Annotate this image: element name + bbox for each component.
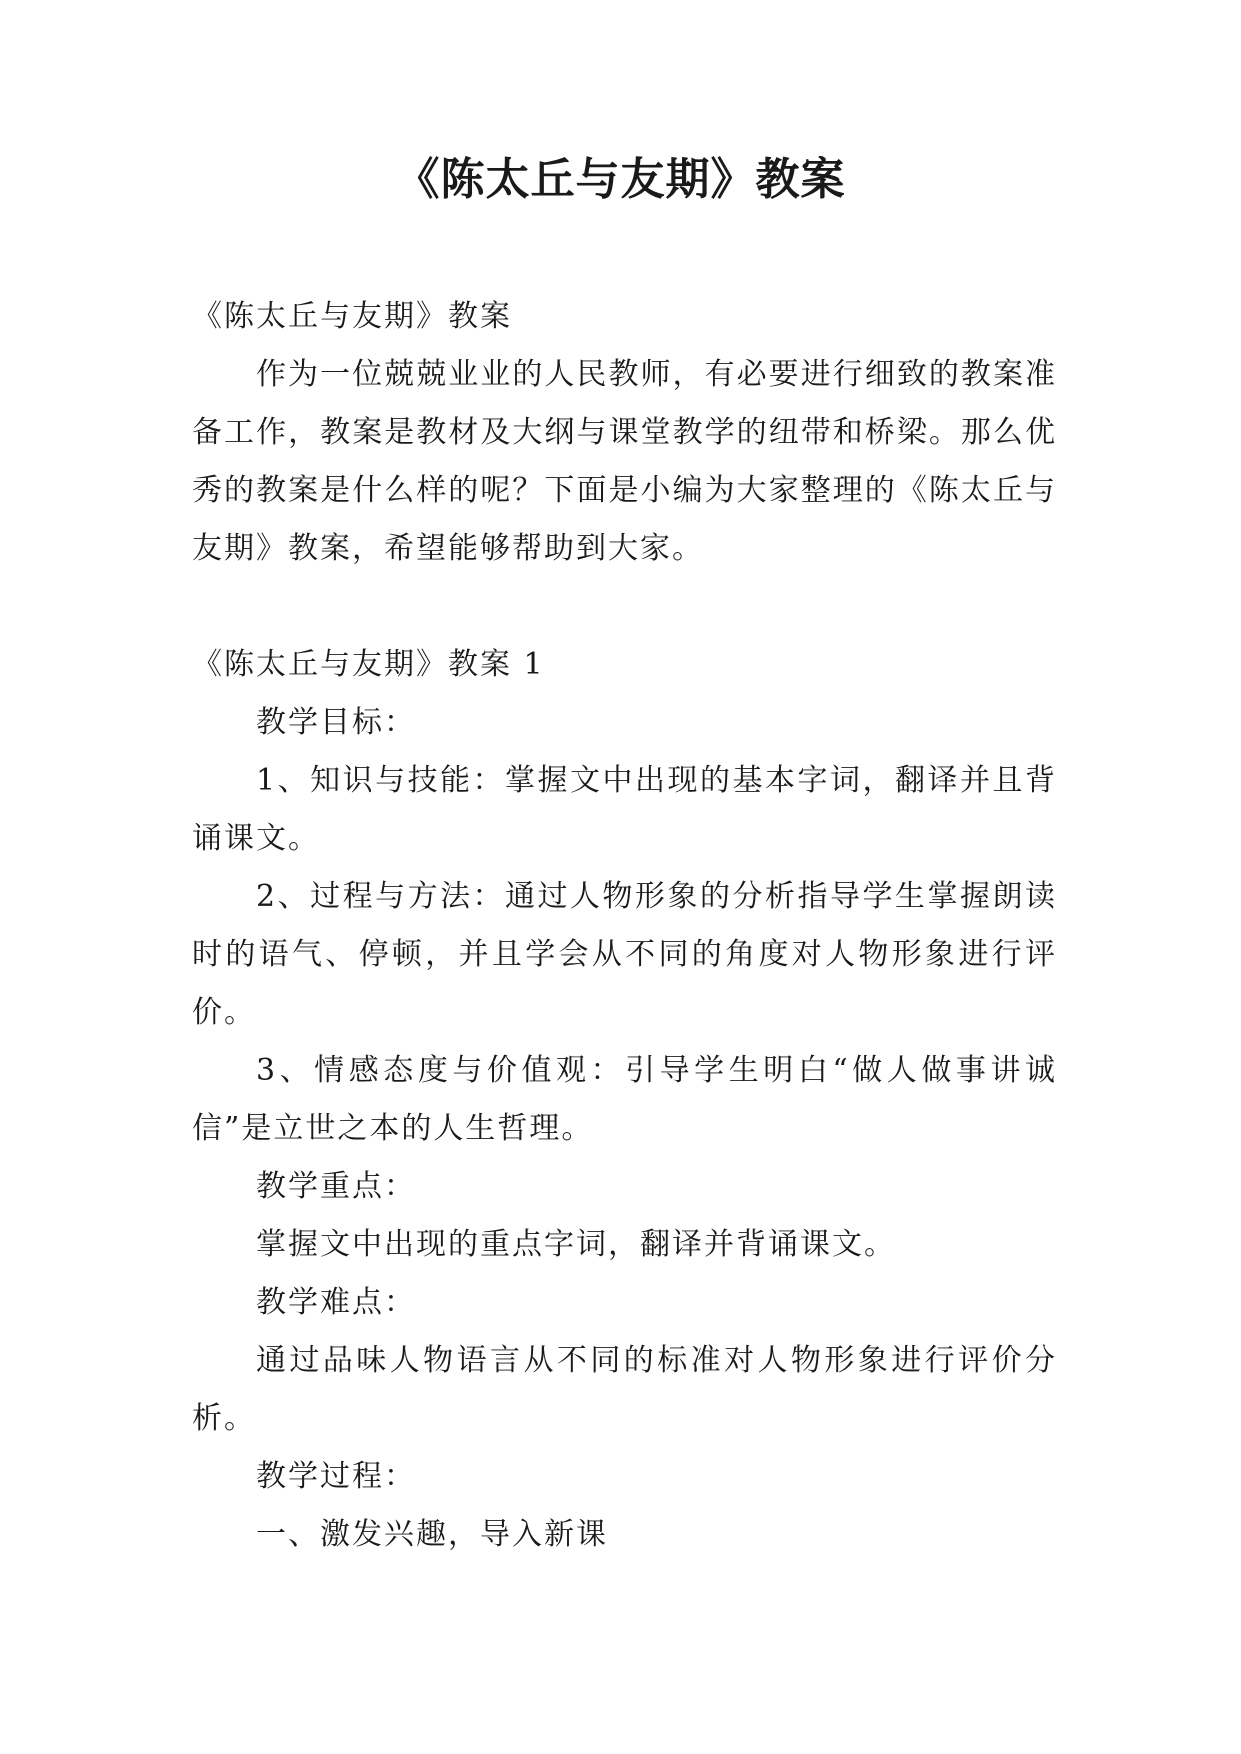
document-heading: 《陈太丘与友期》教案 [192,299,512,334]
document-body [192,288,1057,1564]
goal-item-3: 3、情感态度与价值观：引导学生明白“做人做事讲诚信”是立世之本的人生哲理。 [192,1053,1057,1146]
intro-paragraph: 作为一位兢兢业业的人民教师，有必要进行细致的教案准备工作，教案是教材及大纲与课堂教学的纽带和桥梁。那么优秀的教案是什么样的呢？下面是小编为大家整理的《陈太丘与友期》教案，希望能够帮助到大家。 [192,357,1057,566]
process-label: 教学过程： [256,1459,416,1494]
goal-item-2: 2、过程与方法：通过人物形象的分析指导学生掌握朗读时的语气、停顿，并且学会从不同的角度对人物形象进行评价。 [192,879,1057,1030]
difficulties-label: 教学难点： [256,1285,416,1320]
document-title: 《陈太丘与友期》教案 [395,154,846,205]
key-points-text: 掌握文中出现的重点字词，翻译并背诵课文。 [256,1227,896,1262]
paragraph-spacer [192,578,1057,636]
goal-item-1: 1、知识与技能：掌握文中出现的基本字词，翻译并且背诵课文。 [192,763,1057,856]
key-points-label: 教学重点： [256,1169,416,1204]
process-step-1: 一、激发兴趣，导入新课 [256,1517,608,1552]
section-heading: 《陈太丘与友期》教案 1 [192,647,545,682]
difficulties-text: 通过品味人物语言从不同的标准对人物形象进行评价分析。 [192,1343,1057,1436]
goals-label: 教学目标： [256,705,416,740]
